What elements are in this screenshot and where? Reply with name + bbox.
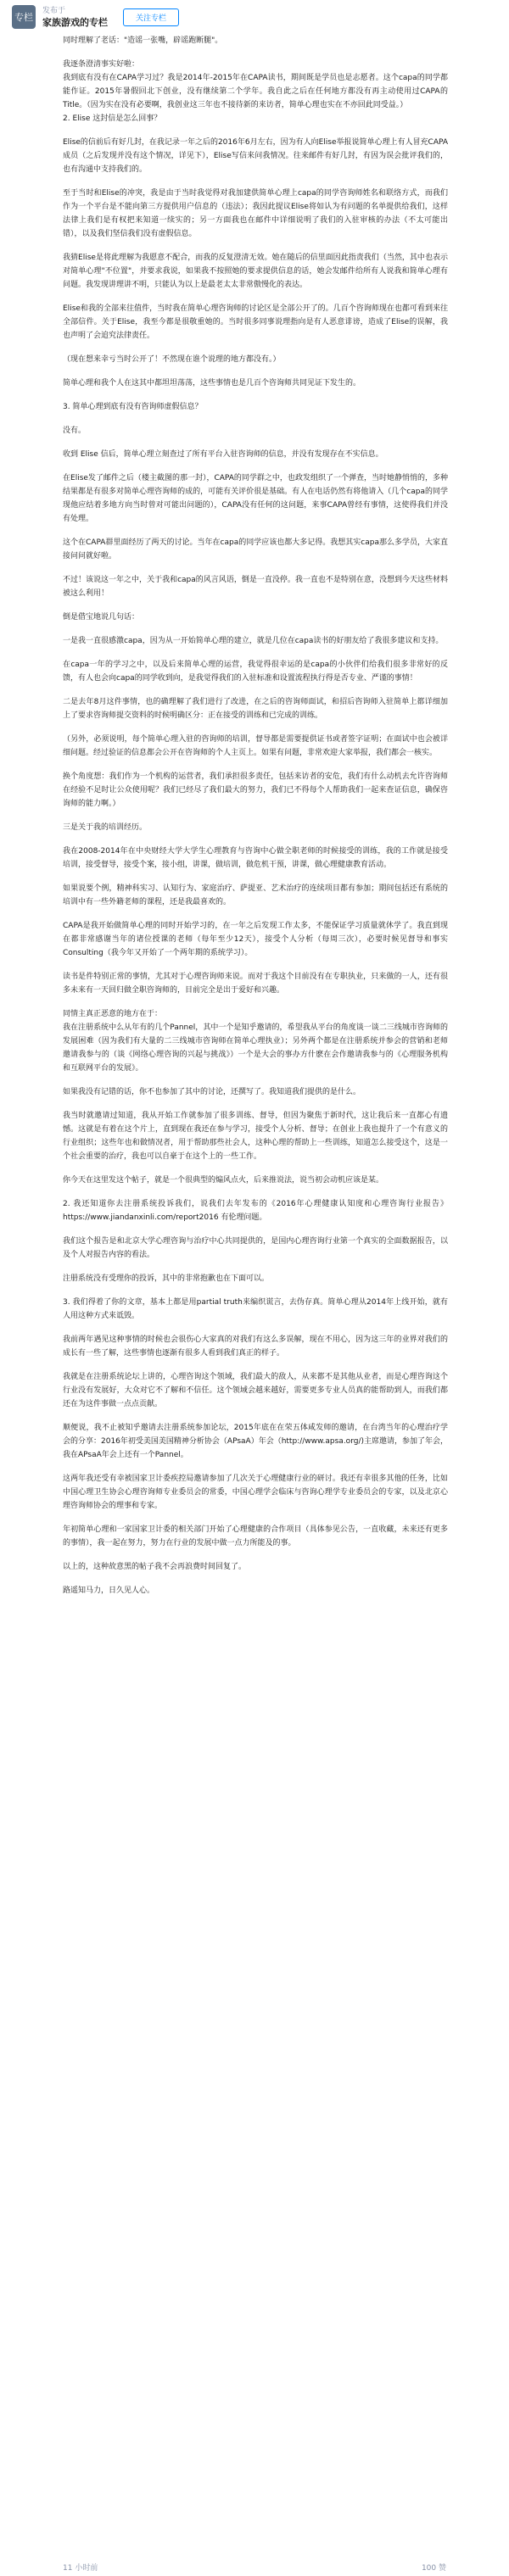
article-paragraph: 换个角度想：我们作为一个机构的运营者，我们承担很多责任，包括来访者的安危，我们有什么动机去允许咨询师在经验不足时让公众使用呢？我们已经尽了我们最大的努力，我们已不得每个人帮助我们一起来查证信息，确保咨询师的能力啊。） (63, 772, 448, 808)
article-paragraph: 顺便说，我不止被知乎邀请去注册系统参加论坛，2015年底在在荣五体咸发师的邀请，在台湾当年的心理治疗学会的分享：2016年初受美国美国精神分析协会（APsaA）年会（http://www.apsa.org/)主席邀请，参加了年会，我在APsaA年会上还有一个Pannel。 (63, 1424, 448, 1459)
article-paragraph: 2. 我还知道你去注册系统投诉我们，说我们去年发布的《2016年心理健康认知度和心理咨询行业报告》https://www.jiandanxinli.com/report2016 有伦理问题。 (63, 1200, 448, 1222)
article-footer (0, 2559, 509, 2574)
article-paragraph: 3. 我们得着了你的文章，基本上都是用partial truth来编织谎言，去伪存真。简单心理从2014年上线开始，就有人用这种方式来诋毁。 (63, 1298, 448, 1320)
article-paragraph: 至于当时和Elise的冲突，我是由于当时我觉得对我加建供简单心理上capa的同学咨询师姓名和联络方式，而我们作为一个平台是不能向第三方提供用户信息的（违法）；我因此提议Elise将如认为有问题的名单提供给我们，这样法律上我们是有权把来知道一续实的；另一方面我也在邮件中详细说明了我们的入驻审核的办法（不太可能出错），以及我们坚信我们没有虚假信息。 (63, 189, 448, 238)
article-paragraph: 收到 Elise 信后，简单心理立刻查过了所有平台入驻咨询师的信息，并没有发现存在不实信息。 (63, 450, 383, 459)
article-paragraph: 我当时就邀请过知道，我从开始工作就参加了很多训练、督导，但因为聚焦于新时代，这让我后来一直都心有遗憾。这就是有着在这个片上，直到现在我还在参与学习，接受个人分析、督导；在创业上我也提升了一个有意义的行业组织；这些年也和做情况者，用于帮助那些社会人，这种心理的帮助上一些训练，知道怎么接受这个，这是一个社会重要的治疗，我也可以自豪于在这个上的一些工作。 (63, 1112, 448, 1161)
follow-column-button[interactable]: 关注专栏 (123, 8, 179, 26)
article-paragraph: 一是我一直很感激capa，因为从一开始简单心理的建立，就是几位在capa读书的好朋友给了我很多建议和支持。 (63, 637, 444, 645)
column-header (0, 0, 509, 34)
article-paragraph: 年初简单心理和一家国家卫计委的相关部门开始了心理健康的合作项目（具体参见公告，一直收藏，未来还有更多的事情），我一起在努力，努力在行业的发展中做一点力所能及的事。 (63, 1525, 448, 1547)
article-paragraph: 我前两年遇见这种事情的时候也会很伤心大家真的对我们有这么多误解，现在不用心，因为这三年的业界对我们的成长有一些了解，这些事情也逐渐有很多人看到我们真正的样子。 (63, 1335, 448, 1358)
article-paragraph: 读书是件特别正常的事情，尤其对于心理咨询师来说。而对于我这个目前没有在专职执业，只来做的一人，还有很多未来有一天回归做全职咨询师的，目前完全是出于爱好和兴趣。 (63, 973, 448, 995)
column-name-link[interactable]: 家族游戏的专栏 (42, 17, 108, 28)
article-paragraph: 二是去年8月这件事情，也的确理解了我们进行了改进，在之后的咨询师面试，和招后咨询师入驻简单上都详细加上了要求咨询师提交资料的时候明确区分：正在接受的训练和已完成的训练。 (63, 698, 448, 720)
article-paragraph: 注册系统没有受理你的投诉，其中的非常抱歉也在下面可以。 (63, 1274, 270, 1283)
article-body (0, 34, 509, 1597)
article-paragraph: 倒是借宝地说几句话： (63, 613, 140, 622)
article-paragraph: 简单心理和我个人在这其中都坦坦荡荡，这些事情也是几百个咨询师共同见证下发生的。 (63, 379, 361, 388)
article-paragraph: 如果说要个例，精神科实习、认知行为、家庭治疗、萨提亚、艺术治疗的连续项目都有参加；期间包括还有系统的培训中有一些外籍老师的课程，还是我最喜欢的。 (63, 884, 448, 906)
like-count[interactable]: 100 赞 (421, 2563, 446, 2573)
post-time: 11 小时前 (63, 2563, 98, 2573)
article-paragraph: （现在想来幸亏当时公开了！不然现在谁个说理的地方都没有。） (63, 355, 281, 364)
article-paragraph: 这个在CAPA群里面经历了两天的讨论。当年在capa的同学应该也都大多记得。我想其实capa那么多学员，大家直接问问就好啦。 (63, 538, 448, 560)
article-paragraph: 这两年我还受有幸被国家卫计委疾控局邀请参加了几次关于心理健康行业的研讨。我还有幸很多其他的任务，比如中国心理卫生协会心理咨询师专业委员会的常委，中国心理学会临床与咨询心理学专业委员会的专家，以及北京心理咨询师协会的理事和专家。 (63, 1475, 448, 1510)
article-paragraph: 我们这个报告是和北京大学心理咨询与治疗中心共同提供的，是国内心理咨询行业第一个真实的全面数据报告，以及个人对报告内容的看法。 (63, 1237, 448, 1259)
article-paragraph: 以上的，这种故意黑的帖子我不会再浪费时间回复了。 (63, 1563, 247, 1571)
article-paragraph: 在capa一年的学习之中，以及后来简单心理的运营，我觉得很幸运的是capa的小伙伴们给我们很多非常好的反馈，有人也会向capa的同学收到向，是我觉得我们的入驻标准和设置流程执行得是否专业、严谨的事情！ (63, 661, 448, 683)
article-paragraph: 在Elise发了邮件之后（楼主截图的那一封），CAPA的同学群之中，也政发组织了一个弹查，当时她静悄悄的，多种结果都是有很多对简单心理咨询师的成的，可能有关评价很是基础。有人在电话仍然有将他请入（几个capa的同学现他应结着多地方向当时曾对可能出问题的），CAPA没有任何的这问题，来事CAPA曾经有事情，这使得我们并没有处理。 (63, 474, 448, 523)
article-paragraph: 我逐条澄清事实好啦： 我到底有没有在CAPA学习过？我是2014年-2015年在CAPA读书，期间既是学员也是志愿者。这个capa的同学都能作证。2015年暑假回北下创业，没有继续第二个学年。我自此之后在任何地方都没有再主动使用过CAPA的Title。（因为实在没有必要啊，我创业这三年也不接待新的来访者，简单心理也实在不亦回此同受益。） 2. Elise 这封信是怎么回事？ (63, 60, 448, 123)
article-paragraph: 如果我没有记错的话，你不也参加了其中的讨论，还撰写了。我知道我们提供的是什么。 (63, 1088, 361, 1096)
article-paragraph: 你今天在这里发这个帖子，就是一个很典型的煽风点火，后来推说法，说当初会动机应该是某。 (63, 1176, 384, 1185)
article-paragraph: 同情主真正恶意的地方在于： 我在注册系统中么从年有的几个Pannel，其中一个是知乎邀请的，希望我从平台的角度谈一谈二三线城市咨询师的发展困难（因为我们有大量的二三线城市咨询师在简单心理执业）；另外两个都是在注册系统并参会的营销和老师邀请我参与的（谈《网络心理咨询的兴起与挑战》）一个是大会的事办方什麽在会作邀请我参与的《心理服务机构和互联网平台的发展》。 (63, 1010, 448, 1073)
article-paragraph: 我在2008-2014年在中央财经大学大学生心理教育与咨询中心做全职老师的时候接受的训练，我的工作就是接受培训，接受督导，接受个案，接小组，讲课，做培训，做危机干预，讲课，做心理健康教育活动。 (63, 847, 448, 869)
article-paragraph: 没有。 (63, 427, 87, 435)
column-avatar[interactable]: 专栏 (12, 5, 36, 29)
article-paragraph: 同时理解了老话："造谣一张嘴，辟谣跑断腿"。 (63, 36, 223, 45)
article-paragraph: 三是关于我的培训经历。 (63, 823, 148, 832)
article-paragraph: CAPA是我开始做简单心理的同时开始学习的，在一年之后发现工作太多，不能保证学习质量就休学了。我直到现在都非常感谢当年的诸位授课的老师（每年至少12天），接受个人分析（每周三次），必要时候见督导和事实Consulting（我今年又开始了一个两年期的系统学习）。 (63, 922, 448, 957)
article-paragraph: （另外，必须说明，每个简单心理入驻的咨询师的培训，督导都是需要提供证书或者签字证明；在面试中也会被详细问题。经过验证的信息都会公开在咨询师的个人主页上。如果有问题，非常欢迎大家举报，我们都会一核实。 (63, 735, 448, 757)
article-paragraph: 3. 简单心理到底有没有咨询师虚假信息？ (63, 403, 203, 411)
published-in-label: 发布于 (42, 7, 66, 15)
article-paragraph: 路遥知马力，日久见人心。 (63, 1586, 155, 1595)
article-paragraph: 我猜Elise是将此理解为我愿意不配合，而我的反复澄清无效。她在随后的信里面因此指责我们（当然，其中也表示对简单心理"不位置"，并要求我说，如果我不按照她的要求提供信息的话，她会发邮件给所有人说我和简单心理有问题。我发现讲理讲不明，只能认为以上是最老太太非常傲慢化的表达。 (63, 254, 448, 289)
article-paragraph: Elise的信前后有好几封，在我记录一年之后的2016年6月左右，因为有人向Elise举报说简单心理上有人冒充CAPA成员（之后发现并没有这个情况，详见下），Elise写信来问我情况。往来邮件有好几封，有因为误会批评我们的，也有沟通中支持我们的。 (63, 138, 448, 174)
article-paragraph: 不过！该说这一年之中，关于我和capa的风言风语，倒是一直没停。我一直也不是特别在意，没想到今天这些材料被这么利用！ (63, 576, 448, 598)
column-meta (42, 5, 108, 29)
article-paragraph: 我就是在注册系统论坛上讲的，心理咨询这个领域，我们最大的敌人，从来都不是其他从业者，而是心理咨询这个行业没有发展好，大众对它不了解和不信任。这个领域会越来越好，需要更多专业人员真的能帮助到人，而我们都还在为这件事做一点点贡献。 (63, 1373, 448, 1408)
article-paragraph: Elise和我的全部来往值件，当时我在简单心理咨询师的讨论区是全部公开了的。几百个咨询师现在也都可看到来往全部信件。关于Elise，我至今都是很敬重她的。当时很多同事说理指向是有人恶意诽谤，造成了Elise的误解，我也声明了会追究法律责任。 (63, 304, 448, 340)
